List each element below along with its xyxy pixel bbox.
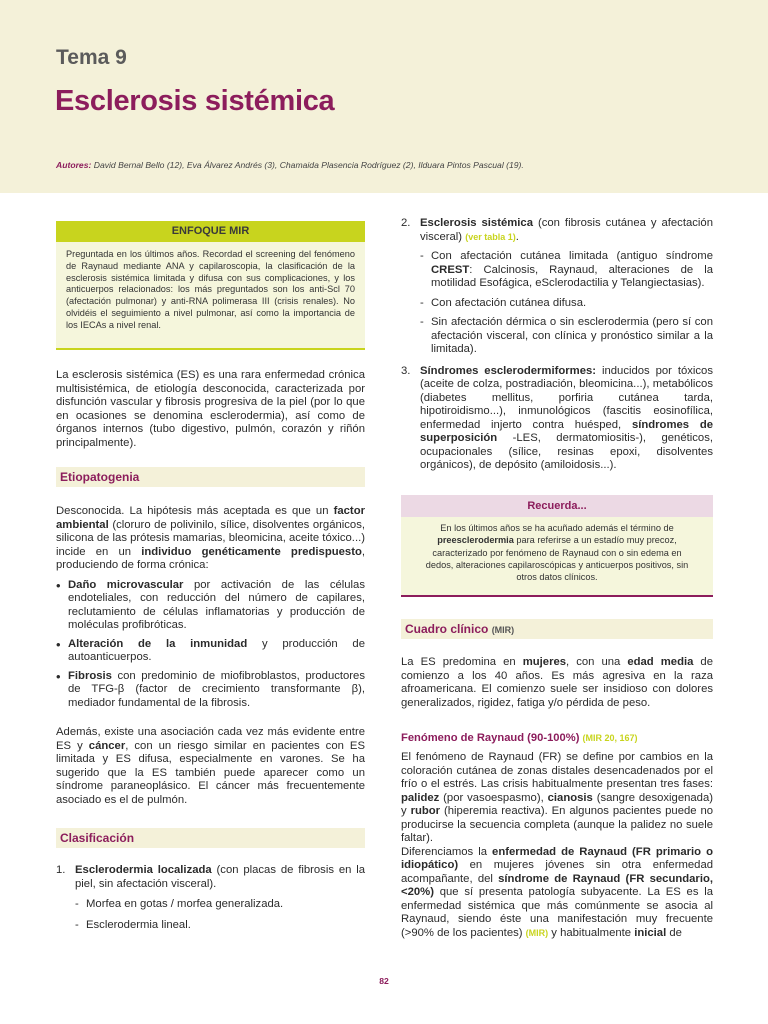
list-item bbox=[56, 638, 365, 665]
authors-line bbox=[56, 160, 524, 170]
bold-text: inicial bbox=[634, 926, 667, 939]
text: (con placas de fibrosis en la piel, sin afectación visceral). bbox=[75, 864, 365, 890]
list-item bbox=[56, 670, 365, 711]
text: de comienzo a los 40 años. Es más agresiva en la raza afroamericana. El comienzo suele ser insidioso con dolores generalizados, rigidez, fatiga y/o pérdida de peso. bbox=[401, 656, 713, 709]
section-cuadro-clinico bbox=[401, 619, 713, 639]
text: (con fibrosis cutánea y afectación visceral) bbox=[420, 217, 713, 243]
bold-text: síndromes de superposición bbox=[420, 418, 713, 444]
intro-paragraph: La esclerosis sistémica (ES) es una rara enfermedad crónica multisistémica, de etiología desconocida, caracterizada por disfunción vascular y fibrosis progresiva de la piel (por lo que en ocasiones se denomina esclerodermia), así como de órganos internos (tubo digestivo, pulmón, corazón y riñón principalmente). bbox=[56, 369, 365, 449]
raynaud-heading bbox=[401, 732, 638, 744]
bold-text: enfermedad de Raynaud (FR primario o idiopático) bbox=[401, 845, 713, 871]
raynaud-paragraph-1 bbox=[401, 751, 713, 846]
raynaud-paragraph-2 bbox=[401, 846, 713, 941]
text: , con una bbox=[566, 656, 621, 668]
text: Morfea en gotas / morfea generalizada. bbox=[86, 898, 284, 910]
text: con predominio de miofibroblastos, productores de TFG-β (factor de crecimiento transformante β), mediador fundamental de la fibrosis. bbox=[68, 669, 365, 709]
bold-text: mujeres bbox=[522, 656, 567, 668]
text: (hiperemia reactiva). En algunos pacientes puede no producirse la secuencia completa (aunque la palidez no suele faltar). bbox=[401, 805, 714, 844]
sub-item: - Con afectación cutánea difusa. bbox=[420, 296, 587, 309]
item-number: 3. bbox=[401, 364, 411, 377]
chapter-header bbox=[0, 0, 768, 193]
sub-item: - Morfea en gotas / morfea generalizada. bbox=[75, 898, 284, 910]
text: para referirse a un estadío muy precoz, caracterizado por fenómeno de Raynaud con o sin edema en dedos, alteraciones capilaroscópicas y anticuerpos positivos, sin otros datos clínicos. bbox=[425, 535, 689, 583]
enfoque-mir-title: ENFOQUE MIR bbox=[56, 221, 365, 242]
text: Además, existe una asociación cada vez más evidente entre ES y bbox=[56, 726, 365, 752]
bold-text: Fibrosis bbox=[68, 669, 112, 682]
enfoque-mir-box: Preguntada en los últimos años. Recordad el screening del fenómeno de Raynaud mediante ANA y capilaroscopia, la clasificación de la esclerosis sistémica limitada y difusa con sus complicaciones, y los anticuerpos relacionados: los más preguntados son los anti-Scl 70 (afectación pulmonar) y anti-RNA polimerasa III (crisis renales). No olvidéis el seguimiento a nivel pulmonar, así como la importancia de los IECAs a nivel renal. bbox=[56, 242, 365, 350]
text: Desconocida. La hipótesis más aceptada es que un bbox=[56, 505, 329, 517]
page-number: 82 bbox=[379, 976, 389, 986]
text: -LES, dermatomiositis-), genéticos, ocupacionales (sílice, resinas epoxi, disolventes orgánicos), de depósito (amiloidosis...). bbox=[420, 432, 713, 471]
bold-text: cáncer bbox=[88, 739, 126, 752]
text: : Calcinosis, Raynaud, alteraciones de la motilidad Esofágica, eSclerodactilia y Telangiectasias). bbox=[431, 263, 713, 289]
mir-tag: (MIR) bbox=[491, 625, 515, 635]
text: (cloruro de polivinilo, sílice, disolventes orgánicos, silicona de las prótesis mamarias, bleomicina, aceite tóxico...) incide en un bbox=[56, 518, 365, 558]
bold-text: Daño microvascular bbox=[68, 578, 184, 591]
list-item bbox=[56, 864, 365, 891]
raynaud-body bbox=[401, 751, 713, 940]
text: inducidos por tóxicos (aceite de colza, postradiación, bleomicina...), metabólicos (diabetes mellitus, porfiria cutánea tarda, hipotiroidismo...), inmunológicos (fascitis eosinofílica, enfermedad injerto contra huésped, bbox=[420, 364, 713, 431]
table-reference[interactable]: (ver tabla 1) bbox=[465, 231, 516, 242]
bold-text: factor ambiental bbox=[56, 505, 365, 531]
bold-text: cianosis bbox=[547, 791, 593, 804]
bold-text: Esclerodermia localizada bbox=[75, 864, 212, 876]
authors-names: David Bernal Bello (12), Eva Álvarez Andrés (3), Chamaida Plasencia Rodríguez (2), Ilduara Pintos Pascual (19). bbox=[93, 160, 524, 170]
text: (sangre desoxigenada) y bbox=[401, 791, 713, 817]
mir-tag: (MIR) bbox=[525, 927, 549, 938]
bold-text: palidez bbox=[401, 791, 440, 804]
bold-text: rubor bbox=[410, 805, 441, 817]
clasificacion-continued bbox=[401, 217, 713, 473]
sub-item: - Con afectación cutánea limitada (antiguo síndrome CREST: Calcinosis, Raynaud, alteraciones de la motilidad Esofágica, eSclerodactilia y Telangiectasias). bbox=[420, 250, 713, 289]
text: que sí presenta patología subyacente. La ES es la enfermedad sistémica que más comúnmente se asocia al Raynaud, siendo éste una manifestación muy frecuente (>90% de los pacientes) bbox=[401, 886, 713, 939]
list-item: 2. Esclerosis sistémica (con fibrosis cutánea y afectación visceral) (ver tabla 1). bbox=[401, 217, 713, 243]
bold-text: individuo genéticamente predispuesto bbox=[141, 545, 362, 558]
text: y habitualmente bbox=[551, 926, 632, 939]
sub-item: - Esclerodermia lineal. bbox=[75, 918, 191, 931]
bold-text: síndrome de Raynaud (FR secundario, <20%) bbox=[401, 872, 714, 898]
text: , con un riesgo similar en pacientes con ES limitada y ES difusa, especialmente en varones. Se ha sugerido que la ES también puede aparecer como un síndrome paraneoplásico. El cáncer más frecuentemente asociado es el de pulmón. bbox=[56, 739, 365, 806]
mir-tag: (MIR 20, 167) bbox=[582, 733, 638, 743]
cuadro-paragraph bbox=[401, 656, 713, 710]
etiopatogenia-paragraph bbox=[56, 505, 365, 573]
section-clasificacion: Clasificación bbox=[56, 828, 365, 848]
chapter-title: Esclerosis sistémica bbox=[55, 85, 335, 117]
text: Con afectación cutánea difusa. bbox=[431, 296, 587, 309]
bold-text: CREST bbox=[431, 263, 470, 276]
text: El fenómeno de Raynaud (FR) se define por cambios en la coloración cutánea de zonas distales desencadenados por el frío o el estrés. Las crisis habitualmente presentan tres fases: bbox=[401, 751, 713, 790]
bold-text: Síndromes esclerodermiformes: bbox=[420, 364, 597, 377]
item-number: 2. bbox=[401, 217, 411, 229]
bold-text: Esclerosis sistémica bbox=[420, 217, 533, 229]
etiopatogenia-body bbox=[56, 505, 365, 807]
recuerda-title: Recuerda... bbox=[401, 495, 713, 517]
text: en mujeres jóvenes sin otra enfermedad acompañante, del bbox=[401, 859, 714, 885]
list-item bbox=[56, 579, 365, 633]
list-item bbox=[401, 365, 713, 473]
cancer-paragraph bbox=[56, 726, 365, 807]
text: y producción de autoanticuerpos. bbox=[68, 637, 365, 663]
bold-text: preesclerodermia bbox=[437, 535, 514, 546]
text: (por vasoespasmo), bbox=[443, 791, 544, 804]
item-number: 1. bbox=[56, 864, 66, 876]
bold-text: edad media bbox=[627, 656, 694, 668]
text: Con afectación cutánea limitada (antiguo síndrome bbox=[431, 250, 713, 262]
clasificacion-body bbox=[56, 864, 365, 932]
bold-text: Alteración de la inmunidad bbox=[68, 637, 248, 650]
sub-item: - Sin afectación dérmica o sin esclerodermia (pero sí con afectación visceral, con clínica y pronóstico similar a la limitada). bbox=[420, 316, 713, 355]
text: por activación de las células endoteliales, con reducción del número de capilares, reclutamiento de células inflamatorias y producción de moléculas profibróticas. bbox=[68, 578, 365, 631]
section-title: Cuadro clínico bbox=[405, 622, 489, 636]
recuerda-box bbox=[401, 517, 713, 597]
text: Diferenciamos la bbox=[401, 845, 488, 858]
section-etiopatogenia: Etiopatogenia bbox=[56, 467, 365, 487]
text: Esclerodermia lineal. bbox=[86, 918, 191, 931]
text: En los últimos años se ha acuñado además el término de bbox=[440, 523, 674, 533]
chapter-number: Tema 9 bbox=[56, 46, 127, 69]
authors-label: Autores: bbox=[56, 160, 92, 170]
text: de bbox=[669, 926, 682, 939]
subsection-title: Fenómeno de Raynaud (90-100%) bbox=[401, 732, 580, 744]
text: Sin afectación dérmica o sin esclerodermia (pero sí con afectación visceral, con clínica y pronóstico similar a la limitada). bbox=[431, 316, 713, 355]
text: La ES predomina en bbox=[401, 656, 516, 668]
text: , produciendo de forma crónica: bbox=[56, 545, 365, 571]
